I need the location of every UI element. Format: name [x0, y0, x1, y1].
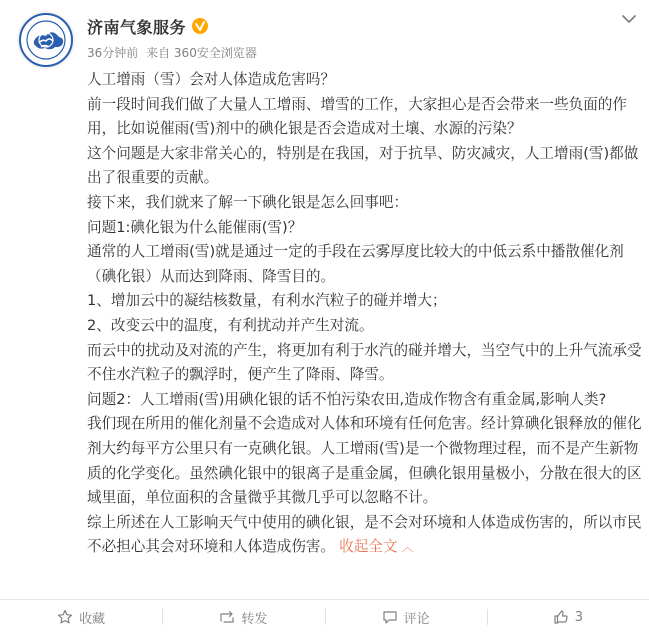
- star-icon: [57, 609, 73, 625]
- paragraph: 1、增加云中的凝结核数量，有利水汽粒子的碰并增大；: [87, 292, 447, 310]
- post-source: 来自 360安全浏览器: [146, 46, 257, 60]
- weather-logo-icon: [17, 11, 75, 69]
- post-content: [87, 68, 642, 560]
- paragraph: 问题2：人工增雨(雪)用碘化银的话不怕污染农田,造成作物含有重金属,影响人类?: [87, 390, 607, 408]
- verified-badge-icon: [192, 18, 208, 34]
- paragraph: 接下来，我们就来了解一下碘化银是怎么回事吧：: [87, 193, 409, 211]
- author-row: [87, 13, 208, 39]
- paragraph: 通常的人工增雨(雪)就是通过一定的手段在云雾厚度比较大的中低云系中播散催化剂（碘化银）从而达到降雨、降雪目的。: [87, 243, 624, 285]
- thumbs-up-icon: [553, 609, 569, 625]
- collapse-label: 收起全文: [339, 538, 398, 556]
- paragraph: 我们现在所用的催化剂量不会造成对人体和环境有任何危害。经计算碘化银释放的催化剂大约每平方公里只有一克碘化银。人工增雨(雪)是一个微物理过程，而不是产生新物质的化学变化。虽然碘化银中的银离子是重金属，但碘化银用量极小，分散在很大的区域里面，单位面积的含量微乎其微几乎可以忽略不计。: [87, 415, 642, 507]
- post-header: [0, 0, 649, 68]
- avatar[interactable]: [17, 11, 75, 69]
- author-name[interactable]: 济南气象服务: [87, 17, 187, 37]
- comment-icon: [382, 609, 398, 625]
- paragraph: 问题1:碘化银为什么能催雨(雪)？: [87, 218, 303, 236]
- paragraph: 前一段时间我们做了大量人工增雨、增雪的工作，大家担心是否会带来一些负面的作用，比如说催雨(雪)剂中的碘化银是否会造成对土壤、水源的污染？: [87, 95, 627, 138]
- paragraph: 人工增雨（雪）会对人体造成危害吗？: [87, 71, 336, 88]
- favorite-button[interactable]: [0, 600, 162, 634]
- repost-icon: [219, 609, 235, 625]
- post-meta: [87, 44, 257, 61]
- repost-button[interactable]: [162, 600, 324, 634]
- chevron-up-icon: ︿: [401, 540, 414, 555]
- like-count: 3: [574, 609, 584, 625]
- paragraph: 2、改变云中的温度，有利扰动并产生对流。: [87, 316, 374, 334]
- last-paragraph: [87, 511, 642, 560]
- chevron-down-icon: [618, 10, 640, 28]
- favorite-label: 收藏: [79, 611, 106, 627]
- paragraph-text: 综上所述在人工影响天气中使用的碘化银，是不会对环境和人体造成伤害的，所以市民不必担心其会对环境和人体造成伤害。: [87, 513, 642, 556]
- action-bar: [0, 600, 649, 634]
- collapse-full-text-link[interactable]: [339, 538, 413, 555]
- paragraph: 而云中的扰动及对流的产生，将更加有利于水汽的碰并增大，当空气中的上升气流承受不住水汽粒子的飘浮时，便产生了降雨、降雪。: [87, 341, 642, 384]
- like-button[interactable]: [487, 600, 649, 634]
- comment-label: 评论: [403, 611, 430, 627]
- more-options-button[interactable]: [618, 10, 640, 28]
- paragraph: 这个问题是大家非常关心的，特别是在我国，对于抗旱、防灾减灾，人工增雨(雪)都做出了很重要的贡献。: [87, 144, 639, 187]
- comment-button[interactable]: [325, 600, 487, 634]
- post-time[interactable]: 36分钟前: [87, 46, 139, 60]
- repost-label: 转发: [241, 611, 268, 627]
